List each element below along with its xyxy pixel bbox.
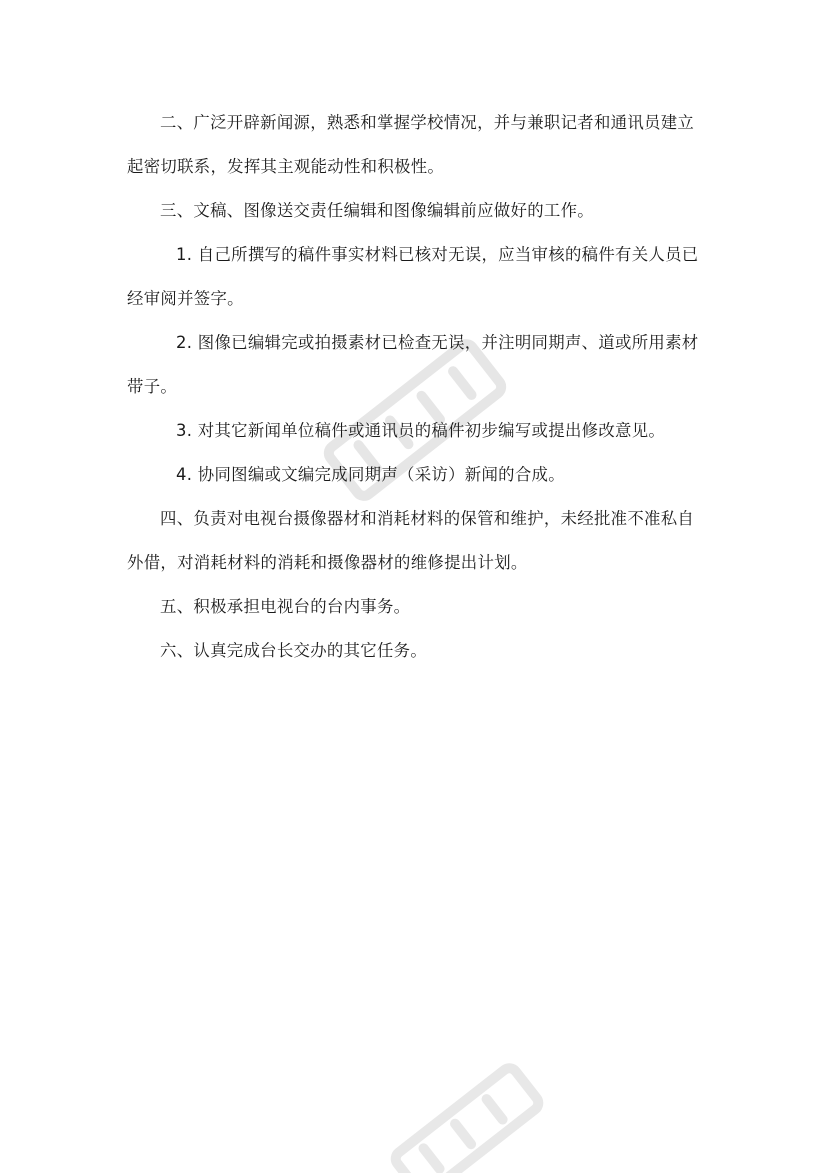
item-2-line-1: 2. 图像已编辑完或拍摄素材已检查无误，并注明同期声、道或所用素材 [176, 333, 699, 352]
section-5-paragraph [127, 585, 713, 629]
section-6-line-1: 六、认真完成台长交办的其它任务。 [160, 641, 428, 660]
item-4-paragraph [127, 453, 713, 497]
item-2-line-2: 带子。 [127, 377, 178, 396]
watermark-stamp-bottom [360, 1040, 560, 1173]
section-2-line-1: 二、广泛开辟新闻源，熟悉和掌握学校情况，并与兼职记者和通讯员建立 [160, 113, 695, 132]
item-3-paragraph [127, 409, 713, 453]
section-2-paragraph [127, 101, 713, 189]
section-4-paragraph [127, 497, 713, 585]
section-5-line-1: 五、积极承担电视台的台内事务。 [160, 597, 411, 616]
section-2-line-2: 起密切联系，发挥其主观能动性和积极性。 [127, 157, 445, 176]
watermark-graphic-bottom [360, 1040, 560, 1173]
section-4-line-1: 四、负责对电视台摄像器材和消耗材料的保管和维护，未经批准不准私自 [160, 509, 695, 528]
section-6-paragraph [127, 629, 713, 673]
item-4-line-1: 4. 协同图编或文编完成同期声（采访）新闻的合成。 [176, 465, 565, 484]
item-2-paragraph [127, 321, 713, 409]
section-3-paragraph [127, 189, 713, 233]
section-3-line-1: 三、文稿、图像送交责任编辑和图像编辑前应做好的工作。 [160, 201, 594, 220]
item-3-line-1: 3. 对其它新闻单位稿件或通讯员的稿件初步编写或提出修改意见。 [176, 421, 666, 440]
item-1-paragraph [127, 233, 713, 321]
item-1-line-1: 1. 自己所撰写的稿件事实材料已核对无误，应当审核的稿件有关人员已 [176, 245, 699, 264]
section-4-line-2: 外借，对消耗材料的消耗和摄像器材的维修提出计划。 [127, 553, 528, 572]
item-1-line-2: 经审阅并签字。 [127, 289, 244, 308]
